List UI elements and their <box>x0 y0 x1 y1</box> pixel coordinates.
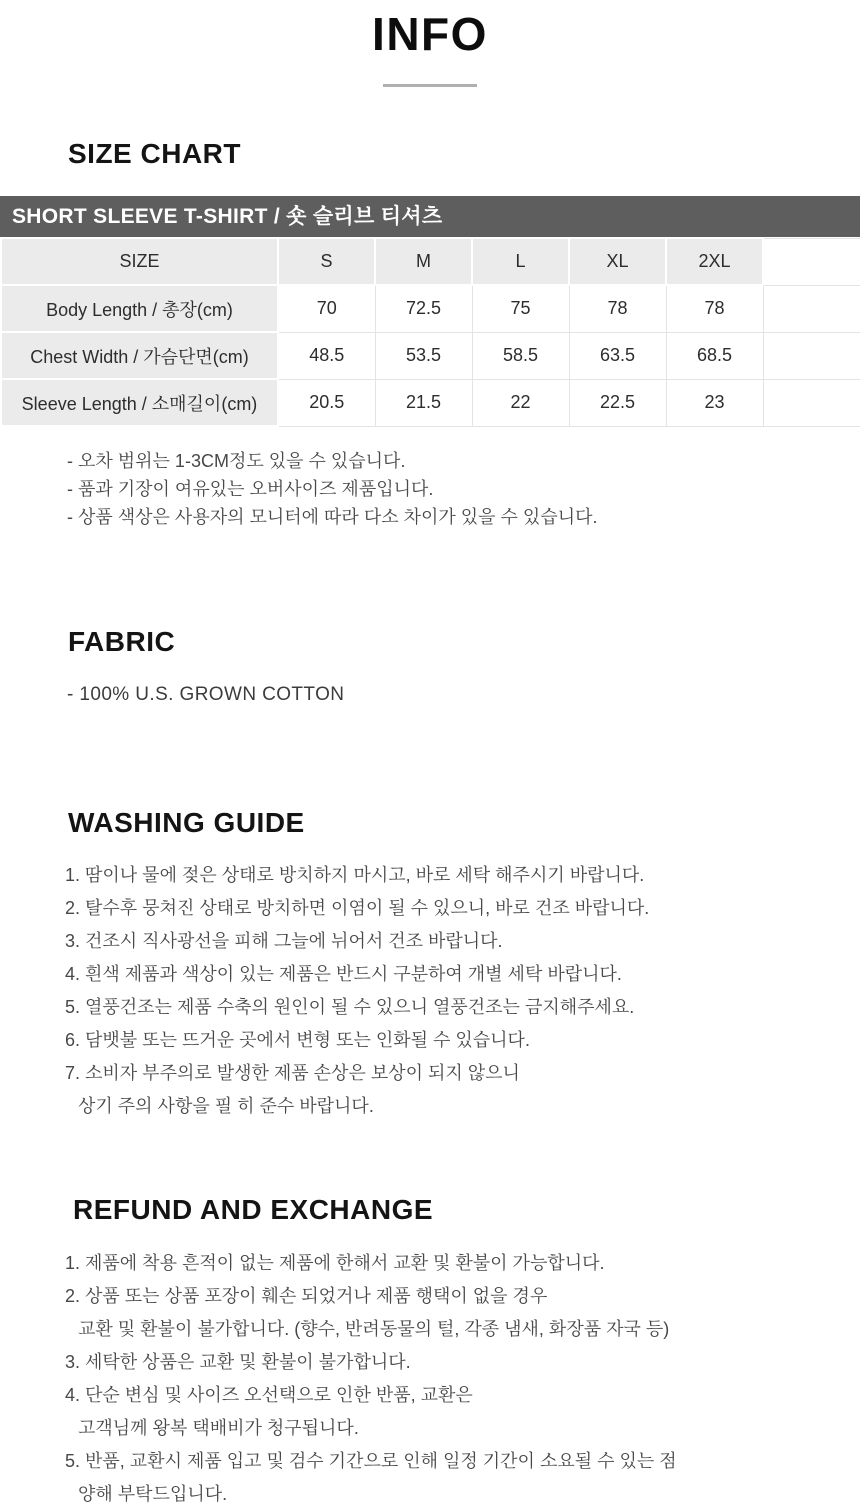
fabric-heading: FABRIC <box>68 626 176 657</box>
list-item-continuation: 고객님께 왕복 택배비가 청구됩니다. <box>78 1418 359 1438</box>
list-item-continuation: 상기 주의 사항을 필 히 준수 바랍니다. <box>78 1096 374 1116</box>
size-chart-heading: SIZE CHART <box>68 138 241 169</box>
fabric-detail: - 100% U.S. GROWN COTTON <box>67 684 345 705</box>
washing-guide-section <box>0 808 860 1123</box>
list-item: 5. 열풍건조는 제품 수축의 원인이 될 수 있으니 열풍건조는 금지해주세요. <box>65 997 635 1017</box>
list-item: 6. 담뱃불 또는 뜨거운 곳에서 변형 또는 인화될 수 있습니다. <box>65 1030 530 1050</box>
fabric-section <box>0 627 860 709</box>
cell-value: 78 <box>569 285 666 332</box>
list-item: 3. 건조시 직사광선을 피해 그늘에 뉘어서 건조 바랍니다. <box>65 931 503 951</box>
list-item-continuation: 교환 및 환불이 불가합니다. (향수, 반려동물의 털, 각종 냄새, 화장품 자국 등) <box>78 1319 670 1339</box>
cell-value: 68.5 <box>666 332 763 379</box>
cell-value: 78 <box>666 285 763 332</box>
cell-value: 48.5 <box>278 332 375 379</box>
size-chart-header-row <box>1 238 860 285</box>
note-line: - 상품 색상은 사용자의 모니터에 따라 다소 차이가 있을 수 있습니다. <box>67 507 598 527</box>
size-chart-table <box>0 237 860 427</box>
column-header-size: SIZE <box>1 238 278 285</box>
page-header <box>0 0 860 87</box>
list-item: 2. 탈수후 뭉쳐진 상태로 방치하면 이염이 될 수 있으니, 바로 건조 바랍니다. <box>65 898 650 918</box>
table-row-chest-width <box>1 332 860 379</box>
list-item: 1. 제품에 착용 흔적이 없는 제품에 한해서 교환 및 환불이 가능합니다. <box>65 1253 605 1273</box>
row-label: Body Length / 총장(cm) <box>1 285 278 332</box>
washing-guide-list <box>65 859 860 1123</box>
cell-value-empty <box>763 379 860 426</box>
washing-guide-heading: WASHING GUIDE <box>68 807 305 838</box>
table-row-body-length <box>1 285 860 332</box>
cell-value: 58.5 <box>472 332 569 379</box>
column-header-empty <box>763 238 860 285</box>
cell-value-empty <box>763 332 860 379</box>
list-item: 4. 단순 변심 및 사이즈 오선택으로 인한 반품, 교환은 <box>65 1385 473 1405</box>
page-title: INFO <box>372 8 488 60</box>
refund-list <box>65 1247 860 1511</box>
size-chart-notes <box>67 447 860 531</box>
list-item: 4. 흰색 제품과 색상이 있는 제품은 반드시 구분하여 개별 세탁 바랍니다. <box>65 964 622 984</box>
cell-value: 72.5 <box>375 285 472 332</box>
row-label: Sleeve Length / 소매길이(cm) <box>1 379 278 426</box>
list-item: 5. 반품, 교환시 제품 입고 및 검수 기간으로 인해 일정 기간이 소요될 수 있는 점 <box>65 1451 677 1471</box>
list-item: 1. 땀이나 물에 젖은 상태로 방치하지 마시고, 바로 세탁 해주시기 바랍니다. <box>65 865 645 885</box>
list-item: 7. 소비자 부주의로 발생한 제품 손상은 보상이 되지 않으니 <box>65 1063 520 1083</box>
cell-value: 23 <box>666 379 763 426</box>
cell-value: 63.5 <box>569 332 666 379</box>
refund-section <box>0 1195 860 1511</box>
size-chart-section <box>0 139 860 531</box>
refund-heading: REFUND AND EXCHANGE <box>73 1194 434 1225</box>
column-header-l: L <box>472 238 569 285</box>
cell-value: 22 <box>472 379 569 426</box>
cell-value-empty <box>763 285 860 332</box>
list-item-continuation: 양해 부탁드입니다. <box>78 1484 228 1504</box>
column-header-s: S <box>278 238 375 285</box>
column-header-xl: XL <box>569 238 666 285</box>
column-header-2xl: 2XL <box>666 238 763 285</box>
cell-value: 22.5 <box>569 379 666 426</box>
cell-value: 75 <box>472 285 569 332</box>
note-line: - 오차 범위는 1-3CM정도 있을 수 있습니다. <box>67 451 406 471</box>
table-row-sleeve-length <box>1 379 860 426</box>
cell-value: 20.5 <box>278 379 375 426</box>
cell-value: 53.5 <box>375 332 472 379</box>
list-item: 3. 세탁한 상품은 교환 및 환불이 불가합니다. <box>65 1352 411 1372</box>
column-header-m: M <box>375 238 472 285</box>
note-line: - 품과 기장이 여유있는 오버사이즈 제품입니다. <box>67 479 434 499</box>
list-item: 2. 상품 또는 상품 포장이 훼손 되었거나 제품 행택이 없을 경우 <box>65 1286 548 1306</box>
row-label: Chest Width / 가슴단면(cm) <box>1 332 278 379</box>
cell-value: 21.5 <box>375 379 472 426</box>
cell-value: 70 <box>278 285 375 332</box>
size-chart-table-title: SHORT SLEEVE T-SHIRT / 숏 슬리브 티셔츠 <box>0 196 860 237</box>
title-underline <box>383 84 477 87</box>
